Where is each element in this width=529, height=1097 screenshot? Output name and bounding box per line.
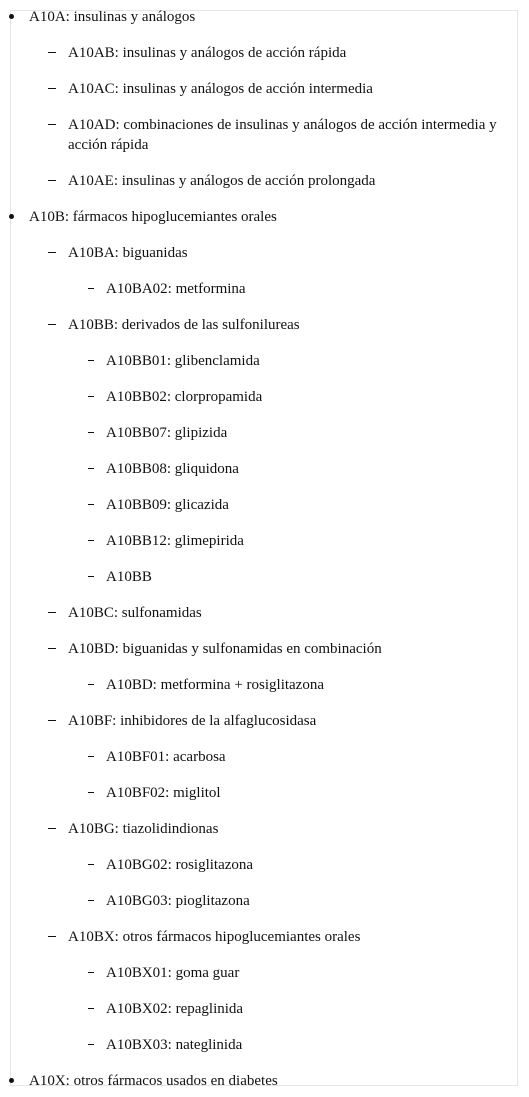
list-item-a10ab	[68, 43, 520, 63]
list-item-a10ba02	[106, 279, 520, 299]
list-item-a10ba	[68, 243, 520, 263]
list-item-a10bb12	[106, 531, 520, 551]
list-item-a10bc	[68, 603, 520, 623]
dash-icon	[48, 115, 56, 135]
list-item-a10bg	[68, 819, 520, 839]
list-item-text: A10BB07: glipizida	[106, 425, 228, 441]
dash-icon	[88, 387, 94, 407]
list-item-a10bx02	[106, 999, 520, 1019]
list-item-text: A10BF01: acarbosa	[106, 749, 226, 765]
dash-icon	[48, 603, 56, 623]
bullet-icon	[9, 7, 14, 27]
list-item-text: A10BG: tiazolidindionas	[68, 821, 219, 837]
list-item-text: A10B: fármacos hipoglucemiantes orales	[29, 209, 277, 225]
dash-icon	[48, 927, 56, 947]
list-item-text: A10AB: insulinas y análogos de acción rápida	[68, 45, 347, 61]
list-item-a10bx03	[106, 1035, 520, 1055]
dash-icon	[48, 819, 56, 839]
list-item-a10bd-metformina	[106, 675, 520, 695]
list-item-text: A10BD: biguanidas y sulfonamidas en combinación	[68, 641, 382, 657]
dash-icon	[48, 79, 56, 99]
list-item-text: A10BX02: repaglinida	[106, 1001, 244, 1017]
list-item-a10bb	[68, 315, 520, 335]
list-item-text: A10BB08: gliquidona	[106, 461, 239, 477]
list-item-a10bx01	[106, 963, 520, 983]
list-item-text: A10BF: inhibidores de la alfaglucosidasa	[68, 713, 317, 729]
dash-icon	[88, 459, 94, 479]
list-item-text: A10BB: derivados de las sulfonilureas	[68, 317, 300, 333]
list-item-text: A10BB12: glimepirida	[106, 533, 244, 549]
dash-icon	[48, 171, 56, 191]
list-item-a10bb01	[106, 351, 520, 371]
list-item-text: A10BB02: clorpropamida	[106, 389, 263, 405]
list-item-a10bb08	[106, 459, 520, 479]
list-item-a10bb09	[106, 495, 520, 515]
dash-icon	[88, 783, 94, 803]
list-item-text: A10AE: insulinas y análogos de acción prolongada	[68, 173, 376, 189]
list-item-a10ae	[68, 171, 520, 191]
list-item-a10bb-extra	[106, 567, 520, 587]
list-item-a10bd	[68, 639, 520, 659]
dash-icon	[88, 531, 94, 551]
list-item-a10bf02	[106, 783, 520, 803]
list-item-a10x	[29, 1071, 519, 1091]
list-item-a10bx	[68, 927, 520, 947]
list-item-text: A10BF02: miglitol	[106, 785, 221, 801]
dash-icon	[88, 675, 94, 695]
dash-icon	[88, 351, 94, 371]
dash-icon	[48, 711, 56, 731]
list-item-text: A10BB	[106, 569, 152, 585]
list-item-a10bf	[68, 711, 520, 731]
dash-icon	[88, 279, 94, 299]
list-item-text: A10BX: otros fármacos hipoglucemiantes orales	[68, 929, 361, 945]
list-item-a10b	[29, 207, 519, 227]
list-item-text: A10BB01: glibenclamida	[106, 353, 260, 369]
list-item-text: A10BD: metformina + rosiglitazona	[106, 677, 324, 693]
list-item-a10ad	[68, 115, 520, 155]
list-item-text: A10BG03: pioglitazona	[106, 893, 250, 909]
dash-icon	[88, 567, 94, 587]
dash-icon	[48, 639, 56, 659]
dash-icon	[48, 243, 56, 263]
dash-icon	[88, 891, 94, 911]
dash-icon	[88, 963, 94, 983]
list-item-text: A10X: otros fármacos usados en diabetes	[29, 1073, 278, 1089]
list-item-a10ac	[68, 79, 520, 99]
list-item-text: A10BG02: rosiglitazona	[106, 857, 254, 873]
dash-icon	[88, 747, 94, 767]
list-item-text: A10AD: combinaciones de insulinas y análogos de acción intermedia y acción rápida	[68, 117, 497, 153]
dash-icon	[88, 423, 94, 443]
dash-icon	[88, 1035, 94, 1055]
dash-icon	[88, 855, 94, 875]
dash-icon	[88, 999, 94, 1019]
dash-icon	[48, 43, 56, 63]
list-item-text: A10A: insulinas y análogos	[29, 9, 196, 25]
list-item-text: A10BA02: metformina	[106, 281, 246, 297]
list-item-text: A10BA: biguanidas	[68, 245, 188, 261]
dash-icon	[48, 315, 56, 335]
bullet-icon	[9, 1071, 14, 1091]
list-item-a10bf01	[106, 747, 520, 767]
list-item-text: A10BX01: goma guar	[106, 965, 240, 981]
list-item-a10bg02	[106, 855, 520, 875]
list-item-text: A10AC: insulinas y análogos de acción intermedia	[68, 81, 373, 97]
list-item-a10bg03	[106, 891, 520, 911]
dash-icon	[88, 495, 94, 515]
list-item-text: A10BC: sulfonamidas	[68, 605, 202, 621]
list-item-text: A10BB09: glicazida	[106, 497, 229, 513]
list-item-text: A10BX03: nateglinida	[106, 1037, 243, 1053]
list-item-a10a	[29, 7, 519, 27]
bullet-icon	[9, 207, 14, 227]
list-item-a10bb07	[106, 423, 520, 443]
list-item-a10bb02	[106, 387, 520, 407]
